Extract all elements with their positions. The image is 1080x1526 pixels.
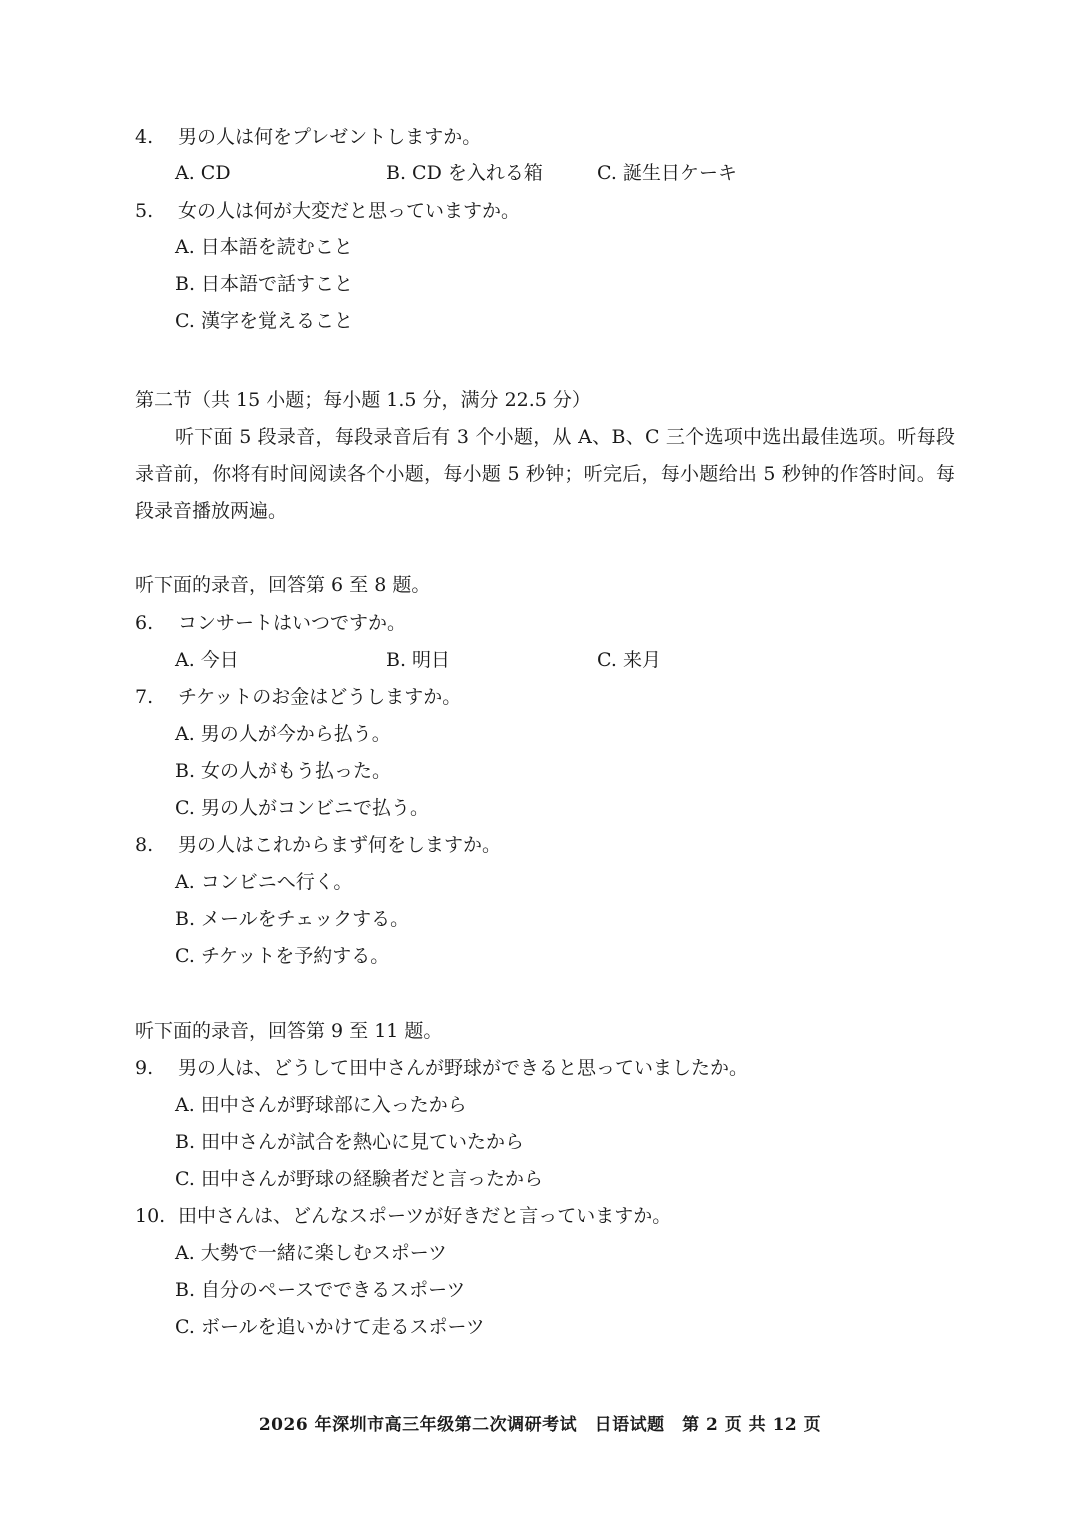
question-7-option-a: A. 男の人が今から払う。 <box>175 723 391 745</box>
question-6-text: コンサートはいつですか。 <box>178 612 407 634</box>
section-2-instructions: 听下面 5 段录音，每段录音后有 3 个小题，从 A、B、C 三个选项中选出最佳选项。听每段录音前，你将有时间阅读各个小题，每小题 5 秒钟；听完后，每小题给出 5 秒钟的作答时间。每段录音播放两遍。 <box>135 426 955 522</box>
question-9-option-c: C. 田中さんが野球の経験者だと言ったから <box>175 1168 543 1190</box>
question-10-option-c: C. ボールを追いかけて走るスポーツ <box>175 1316 485 1338</box>
question-7-option-c: C. 男の人がコンビニで払う。 <box>175 797 429 819</box>
question-6-number: 6. <box>135 612 154 634</box>
section-2-title: 第二节（共 15 小题；每小题 1.5 分，满分 22.5 分） <box>135 389 591 411</box>
question-10-number: 10. <box>135 1205 166 1227</box>
question-9-option-a: A. 田中さんが野球部に入ったから <box>175 1094 467 1116</box>
group-1-heading: 听下面的录音，回答第 6 至 8 题。 <box>135 574 431 596</box>
question-5-number: 5. <box>135 200 154 222</box>
question-5-option-c: C. 漢字を覚えること <box>175 310 353 332</box>
question-5-text: 女の人は何が大変だと思っていますか。 <box>178 200 521 222</box>
question-8-text: 男の人はこれからまず何をしますか。 <box>178 834 502 856</box>
question-4-number: 4. <box>135 126 154 148</box>
page-footer: 2026 年深圳市高三年级第二次调研考试 日语试题 第 2 页 共 12 页 <box>258 1415 822 1435</box>
question-8-number: 8. <box>135 834 154 856</box>
question-4-option-b: B. CD を入れる箱 <box>386 162 543 184</box>
question-4-option-a: A. CD <box>175 162 231 184</box>
question-7-text: チケットのお金はどうしますか。 <box>178 686 462 708</box>
question-8-option-b: B. メールをチェックする。 <box>175 908 410 930</box>
question-9-option-b: B. 田中さんが試合を熱心に見ていたから <box>175 1131 525 1153</box>
question-9-text: 男の人は、どうして田中さんが野球ができると思っていましたか。 <box>178 1057 749 1079</box>
question-10-option-b: B. 自分のペースでできるスポーツ <box>175 1279 466 1301</box>
question-7-number: 7. <box>135 686 154 708</box>
question-4-option-c: C. 誕生日ケーキ <box>597 162 737 184</box>
group-2-heading: 听下面的录音，回答第 9 至 11 题。 <box>135 1020 443 1042</box>
question-6-option-a: A. 今日 <box>175 649 239 671</box>
question-7-option-b: B. 女の人がもう払った。 <box>175 760 392 782</box>
question-8-option-a: A. コンビニへ行く。 <box>175 871 353 893</box>
question-5-option-a: A. 日本語を読むこと <box>175 236 353 258</box>
question-10-option-a: A. 大勢で一緒に楽しむスポーツ <box>175 1242 448 1264</box>
question-5-option-b: B. 日本語で話すこと <box>175 273 354 295</box>
question-6-option-c: C. 来月 <box>597 649 661 671</box>
question-6-option-b: B. 明日 <box>386 649 451 671</box>
question-4-text: 男の人は何をプレゼントしますか。 <box>178 126 482 148</box>
question-9-number: 9. <box>135 1057 154 1079</box>
question-10-text: 田中さんは、どんなスポーツが好きだと言っていますか。 <box>178 1205 672 1227</box>
question-8-option-c: C. チケットを予約する。 <box>175 945 390 967</box>
